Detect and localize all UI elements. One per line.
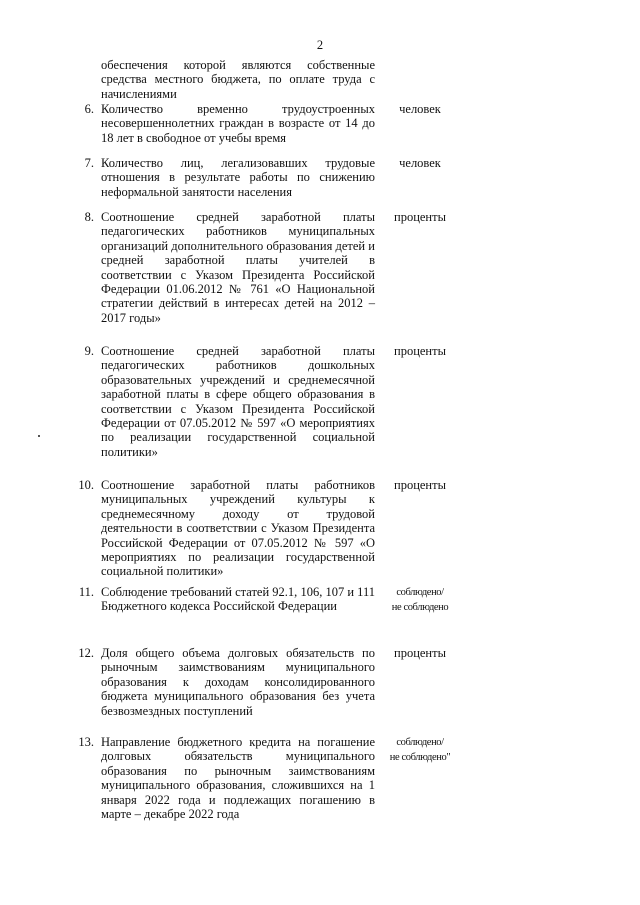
row-unit-line: соблюдено/ [396,737,444,748]
row-description: Соблюдение требований статей 92.1, 106, 107 и 111 Бюджетного кодекса Российской Федерации [101,585,375,614]
row-unit: проценты [394,210,446,224]
row-description: Соотношение средней заработной платы педагогических работников дошкольных образовательных учреждений и среднемесячной заработной платы в сфере общего образования в соответствии с Указом Президента Российской Федерации от 07.05.2012 № 597 «О мероприятиях по реализации государственной социальной политики» [101,344,375,459]
page-number: 2 [316,38,324,52]
row-unit [380,735,460,765]
row-description: Количество лиц, легализовавших трудовые отношения в результате работы по снижению неформальной занятости населения [101,156,375,199]
row-unit: проценты [394,344,446,358]
row-unit: человек [399,156,441,170]
row-unit-line: соблюдено/ [396,587,444,598]
row-unit-line: не соблюдено [391,602,449,613]
row-description: Доля общего объема долговых обязательств по рыночным заимствованиям муниципального образования к доходам консолидированного бюджета муниципального образования без учета безвозмездных поступлений [101,646,375,718]
row-description: Соотношение средней заработной платы педагогических работников муниципальных организаций дополнительного образования детей и средней заработной платы учителей в соответствии с Указом Президента Российской Федерации 01.06.2012 № 761 «О Национальной стратегии действий в интересах детей на 2012 – 2017 годы» [101,210,375,325]
row-number: 12. [78,646,94,660]
row-number: 10. [78,478,94,492]
continuation-text: обеспечения которой являются собственные средства местного бюджета, по оплате труда с начислениями [101,58,375,101]
row-number: 7. [84,156,94,170]
row-number: 11. [78,585,94,599]
row-number: 13. [78,735,94,749]
row-unit-line: не соблюдено" [389,752,451,763]
row-number: 9. [84,344,94,358]
row-unit: человек [399,102,441,116]
row-number: 6. [84,102,94,116]
row-unit [380,585,460,615]
row-unit: проценты [394,478,446,492]
row-description: Количество временно трудоустроенных несовершеннолетних граждан в возрасте от 14 до 18 лет в свободное от учебы время [101,102,375,145]
row-description: Соотношение заработной платы работников муниципальных учреждений культуры к среднемесячному доходу от трудовой деятельности в соответствии с Указом Президента Российской Федерации от 07.05.2012 № 597 «О мероприятиях по реализации государственной социальной политики» [101,478,375,579]
stray-mark [38,435,40,437]
row-unit: проценты [394,646,446,660]
row-description: Направление бюджетного кредита на погашение долговых обязательств муниципального образования по рыночным заимствованиям муниципального образования, сложившихся на 1 января 2022 года и подлежащих погашению в марте – декабре 2022 года [101,735,375,822]
row-number: 8. [84,210,94,224]
